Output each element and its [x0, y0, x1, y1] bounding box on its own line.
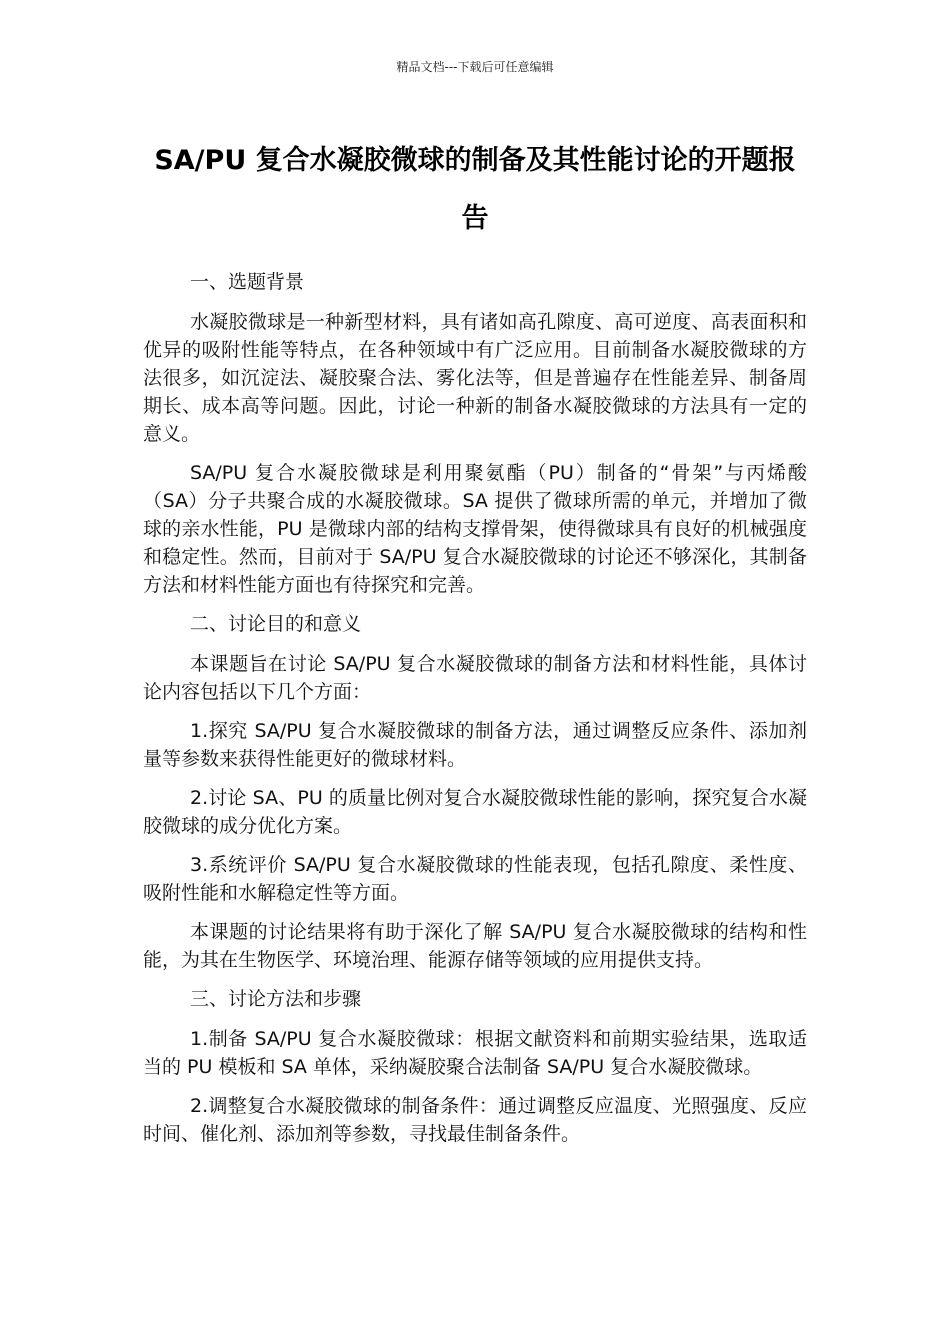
paragraph: 本课题旨在讨论 SA/PU 复合水凝胶微球的制备方法和材料性能，具体讨论内容包括以下几个方面： — [143, 653, 807, 703]
list-item: 2.调整复合水凝胶微球的制备条件：通过调整反应温度、光照强度、反应时间、催化剂、添加剂等参数，寻找最佳制备条件。 — [143, 1095, 807, 1145]
paragraph: SA/PU 复合水凝胶微球是利用聚氨酯（PU）制备的“骨架”与丙烯酸（SA）分子共聚合成的水凝胶微球。SA 提供了微球所需的单元，并增加了微球的亲水性能，PU 是微球内部的结构支撑骨架，使得微球具有良好的机械强度和稳定性。然而，目前对于 SA/PU 复合水凝胶微球的讨论还不够深化，其制备方法和材料性能方面也有待探究和完善。 — [143, 462, 807, 596]
section-heading: 一、选题背景 — [190, 271, 305, 293]
section-heading: 二、讨论目的和意义 — [190, 613, 362, 635]
paragraph: 水凝胶微球是一种新型材料，具有诸如高孔隙度、高可逆度、高表面积和优异的吸附性能等特点，在各种领域中有广泛应用。目前制备水凝胶微球的方法很多，如沉淀法、凝胶聚合法、雾化法等，但是普遍存在性能差异、制备周期长、成本高等问题。因此，讨论一种新的制备水凝胶微球的方法具有一定的意义。 — [143, 311, 807, 445]
section-heading: 三、讨论方法和步骤 — [190, 988, 362, 1010]
paragraph: 本课题的讨论结果将有助于深化了解 SA/PU 复合水凝胶微球的结构和性能，为其在生物医学、环境治理、能源存储等领域的应用提供支持。 — [143, 921, 807, 971]
header-note: 精品文档---下载后可任意编辑 — [396, 60, 554, 74]
list-item: 3.系统评价 SA/PU 复合水凝胶微球的性能表现，包括孔隙度、柔性度、吸附性能和水解稳定性等方面。 — [143, 854, 807, 904]
list-item: 1.探究 SA/PU 复合水凝胶微球的制备方法，通过调整反应条件、添加剂量等参数来获得性能更好的微球材料。 — [143, 720, 807, 770]
document-title: SA/PU 复合水凝胶微球的制备及其性能讨论的开题报告 — [154, 145, 796, 234]
list-item: 2.讨论 SA、PU 的质量比例对复合水凝胶微球性能的影响，探究复合水凝胶微球的成分优化方案。 — [143, 787, 807, 837]
document-body — [143, 268, 807, 1159]
list-item: 1.制备 SA/PU 复合水凝胶微球：根据文献资料和前期实验结果，选取适当的 PU 模板和 SA 单体，采纳凝胶聚合法制备 SA/PU 复合水凝胶微球。 — [143, 1028, 807, 1078]
